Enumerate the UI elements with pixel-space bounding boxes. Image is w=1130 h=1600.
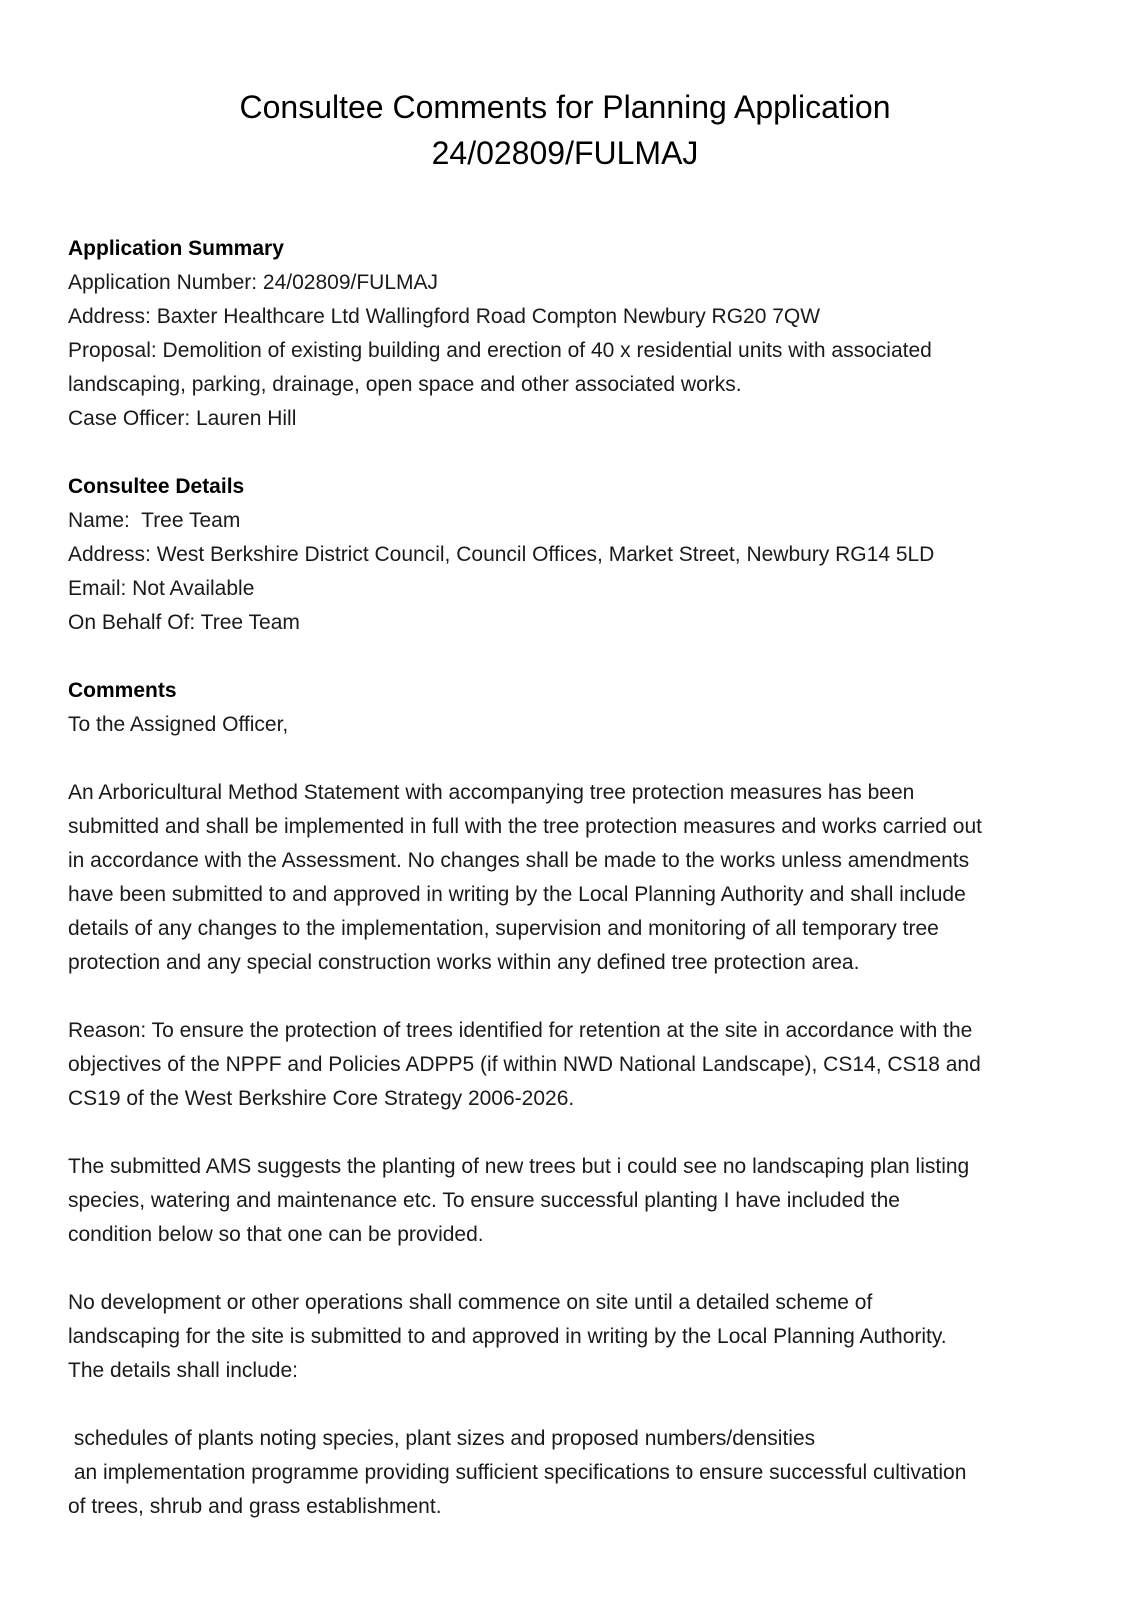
consultee-details-section [68, 470, 1078, 640]
application-address: Address: Baxter Healthcare Ltd Wallingford Road Compton Newbury RG20 7QW [68, 305, 821, 328]
consultee-name: Name: Tree Team [68, 509, 241, 532]
consultee-details-heading: Consultee Details [68, 475, 245, 498]
case-officer: Case Officer: Lauren Hill [68, 407, 297, 430]
consultee-address: Address: West Berkshire District Council, Council Offices, Market Street, Newbury RG14 5LD [68, 543, 935, 566]
paragraph-line: objectives of the NPPF and Policies ADPP5 (if within NWD National Landscape), CS14, CS18 and [68, 1053, 981, 1076]
paragraph-line: an implementation programme providing sufficient specifications to ensure successful cultivation [68, 1461, 967, 1484]
title-line-2: 24/02809/FULMAJ [431, 135, 699, 171]
consultee-on-behalf-of: On Behalf Of: Tree Team [68, 611, 300, 634]
document-body [68, 232, 1078, 1524]
paragraph-line: submitted and shall be implemented in full with the tree protection measures and works carried out [68, 815, 982, 838]
paragraph-line: No development or other operations shall commence on site until a detailed scheme of [68, 1291, 873, 1314]
application-number: Application Number: 24/02809/FULMAJ [68, 271, 439, 294]
paragraph-line: in accordance with the Assessment. No changes shall be made to the works unless amendments [68, 849, 970, 872]
paragraph-line: schedules of plants noting species, plant sizes and proposed numbers/densities [68, 1427, 816, 1450]
comment-paragraph-3 [68, 1150, 1078, 1252]
paragraph-line: The details shall include: [68, 1359, 298, 1382]
title-line-1: Consultee Comments for Planning Application [239, 89, 891, 125]
paragraph-line: details of any changes to the implementation, supervision and monitoring of all temporary tree [68, 917, 939, 940]
paragraph-line: The submitted AMS suggests the planting of new trees but i could see no landscaping plan listing [68, 1155, 970, 1178]
paragraph-line: An Arboricultural Method Statement with accompanying tree protection measures has been [68, 781, 915, 804]
comment-paragraph-4 [68, 1286, 1078, 1388]
paragraph-line: condition below so that one can be provided. [68, 1223, 484, 1246]
comment-paragraph-5 [68, 1422, 1078, 1524]
comment-paragraph-1 [68, 776, 1078, 980]
proposal-line-1: Proposal: Demolition of existing building and erection of 40 x residential units with associated [68, 339, 932, 362]
paragraph-line: species, watering and maintenance etc. To ensure successful planting I have included the [68, 1189, 900, 1212]
comment-paragraph-2 [68, 1014, 1078, 1116]
proposal-line-2: landscaping, parking, drainage, open space and other associated works. [68, 373, 742, 396]
comments-section [68, 674, 1078, 1524]
paragraph-line: protection and any special construction works within any defined tree protection area. [68, 951, 860, 974]
comments-heading: Comments [68, 679, 177, 702]
consultee-email: Email: Not Available [68, 577, 255, 600]
application-summary-heading: Application Summary [68, 237, 284, 260]
page-title [0, 84, 1130, 176]
paragraph-line: CS19 of the West Berkshire Core Strategy 2006-2026. [68, 1087, 575, 1110]
paragraph-line: landscaping for the site is submitted to and approved in writing by the Local Planning Authority. [68, 1325, 947, 1348]
application-summary-section [68, 232, 1078, 436]
paragraph-line: of trees, shrub and grass establishment. [68, 1495, 442, 1518]
paragraph-line: have been submitted to and approved in writing by the Local Planning Authority and shall include [68, 883, 966, 906]
paragraph-line: Reason: To ensure the protection of trees identified for retention at the site in accordance with the [68, 1019, 973, 1042]
comments-salutation: To the Assigned Officer, [68, 713, 289, 736]
